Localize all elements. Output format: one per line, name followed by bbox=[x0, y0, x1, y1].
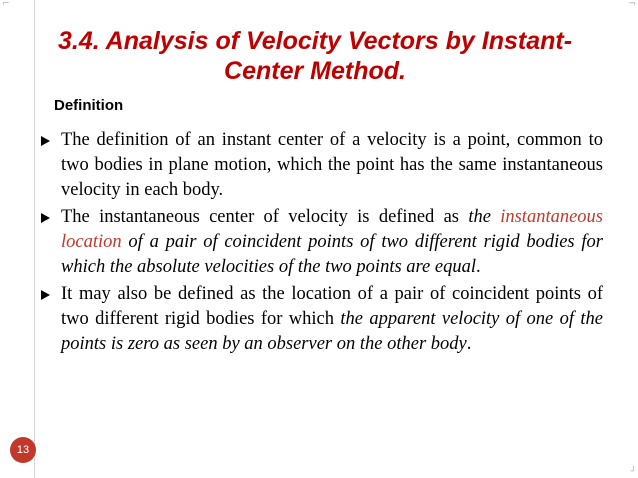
corner-mark-bottom-right: ┘ bbox=[630, 467, 636, 477]
corner-mark-top-left: ⌐ bbox=[2, 0, 10, 9]
bullet-period: . bbox=[466, 334, 472, 354]
bullet-text: It may also be defined as the location of a pair of coincident points of two different rigid bodies for which bbox=[61, 284, 603, 329]
bullet-item-1 bbox=[40, 128, 603, 203]
bullet-text: The instantaneous center of velocity is defined as bbox=[61, 207, 469, 227]
bullet-italic-text: the bbox=[468, 207, 501, 227]
left-frame-line bbox=[0, 0, 35, 478]
bullet-list bbox=[40, 128, 603, 359]
highlighted-term: instantaneous location bbox=[61, 207, 603, 252]
corner-mark-top-right: ¬ bbox=[628, 0, 636, 9]
bullet-arrow-icon bbox=[41, 290, 50, 300]
bullet-arrow-icon bbox=[41, 213, 50, 223]
slide-number-badge: 13 bbox=[10, 437, 36, 463]
bullet-italic-text: the apparent velocity of one of the points is zero as seen by an observer on the other body bbox=[61, 309, 604, 354]
bullet-arrow-icon bbox=[41, 136, 50, 146]
bullet-item-3 bbox=[40, 282, 603, 357]
bullet-period: . bbox=[476, 257, 481, 277]
slide-title: 3.4. Analysis of Velocity Vectors by Instant-Center Method. bbox=[57, 27, 573, 85]
bullet-italic-text: of a pair of coincident points of two different rigid bodies for which the absolute velocities of the two points are equal bbox=[61, 232, 603, 277]
bullet-item-2 bbox=[40, 205, 603, 280]
definition-heading: Definition bbox=[54, 97, 124, 114]
bullet-text: The definition of an instant center of a velocity is a point, common to two bodies in plane motion, which the point has the same instantaneous velocity in each body. bbox=[61, 130, 603, 200]
